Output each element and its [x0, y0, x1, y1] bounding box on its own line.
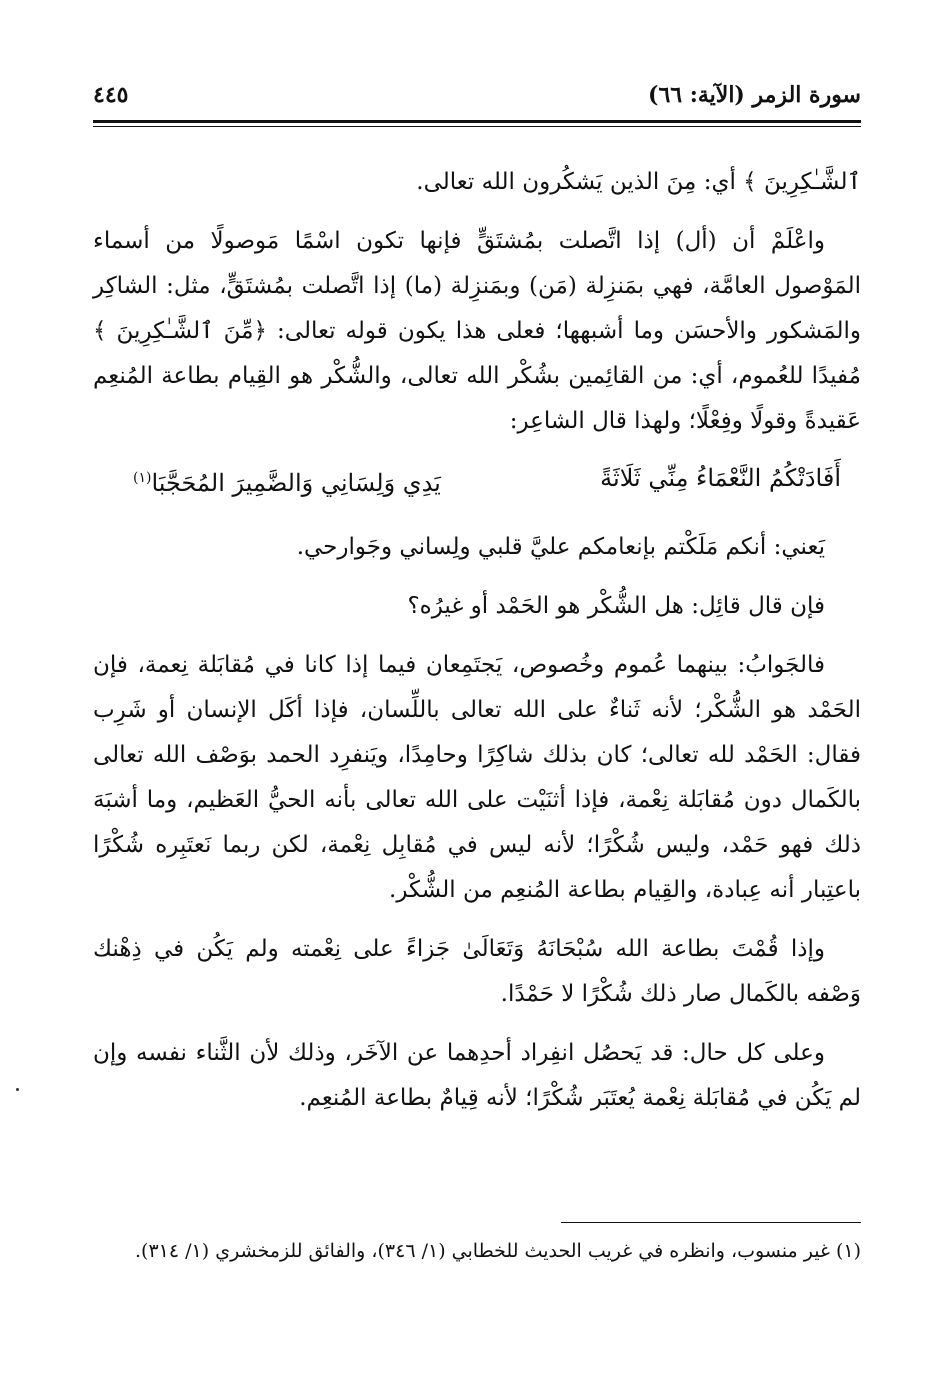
poetry-verse — [93, 458, 861, 503]
paragraph-2 — [93, 219, 861, 444]
header-rule-thin — [93, 126, 861, 127]
paragraph-6: وإذا قُمْتَ بطاعة الله سُبْحَانَهُ وَتَعَالَىٰ جَزاءً على نِعْمته ولم يَكُن في ذِهْنك وَصْفه بالكَمال صار ذلك شُكْرًا لا حَمْدًا. — [93, 936, 861, 1007]
footnote-separator — [561, 1222, 861, 1223]
header-rule — [93, 120, 861, 123]
quran-quote: ﴿مِّنَ ٱلشَّـٰكِرِينَ ﴾ — [93, 318, 267, 344]
footnote-reference[interactable]: (١) — [133, 470, 152, 486]
paragraph-5: فالجَوابُ: بينهما عُموم وخُصوص، يَجتَمِعان فيما إذا كانا في مُقابَلة نِعمة، فإن الحَمْد هو الشُّكْر؛ لأنه ثَناءٌ على الله تعالى باللِّسان، فإذا أكَل الإنسان أو شَرِب فقال: الحَمْد لله تعالى؛ كان بذلك شاكِرًا وحامِدًا، ويَنفرِد الحمد بوَصْف الله تعالى بالكَمال دون مُقابَلة نِعْمة، فإذا أثنَيْت على الله تعالى بأنه الحيُّ العَظيم، وما أشبَهَ ذلك فهو حَمْد، وليس شُكْرًا؛ لأنه ليس في مُقابِل نِعْمة، لكن ربما نَعتَبِره شُكْرًا باعتِبار أنه عِبادة، والقِيام بطاعة المُنعِم من الشُّكْر. — [93, 652, 861, 903]
verse-second-hemistich — [133, 458, 441, 503]
scan-speck — [16, 1088, 19, 1091]
running-header — [93, 78, 861, 118]
paragraph-2-tail: مُفيدًا للعُموم، أي: من القائِمين بشُكْر الله تعالى، والشُّكْر هو القِيام بطاعة المُنعِم عَقيدةً وقولًا وفِعْلًا؛ ولهذا قال الشاعِر: — [93, 363, 861, 434]
page-number: ٤٤٥ — [93, 82, 129, 108]
paragraph-1-text: أي: مِنَ الذين يَشكُرون الله تعالى. — [416, 169, 736, 195]
paragraph-7: وعلى كل حال: قد يَحصُل انفِراد أحدِهما عن الآخَر، وذلك لأن الثَّناء نفسه وإن لم يَكُن في مُقابَلة نِعْمة يُعتَبَر شُكْرًا؛ لأنه قِيامٌ بطاعة المُنعِم. — [93, 1040, 861, 1111]
footnote: (١) غير منسوب، وانظره في غريب الحديث للخطابي (١/ ٣٤٦)، والفائق للزمخشري (١/ ٣١٤). — [135, 1240, 861, 1262]
verse-second-text: يَدِي وَلِسَانِي وَالضَّمِيرَ المُحَجَّبَا — [151, 469, 441, 497]
paragraph-3: يَعني: أنكم مَلَكْتم بإنعامكم عليَّ قلبي ولِساني وجَوارحي. — [296, 534, 825, 560]
paragraph-1 — [93, 160, 861, 205]
quran-fragment: ٱلشَّـٰكِرِينَ ﴾ — [743, 169, 861, 195]
surah-heading: سورة الزمر (الآية: ٦٦) — [648, 82, 861, 108]
paragraph-2-text: واعْلَمْ أن (أل) إذا اتَّصلت بمُشتَقٍّ فإنها تكون اسْمًا مَوصولًا من أسماء المَوْصول العامَّة، فهي بمَنزِلة (مَن) وبمَنزِلة (ما) إذا اتَّصلت بمُشتَقٍّ، مثل: الشاكِر والمَشكور والأحسَن وما أشبهها؛ فعلى هذا يكون قوله تعالى: — [93, 228, 862, 344]
main-text — [93, 160, 861, 1135]
verse-first-hemistich: أَفَادَتْكُمُ النَّعْمَاءُ مِنِّي ثَلَاثَةً — [600, 464, 841, 492]
paragraph-4: فإن قال قائِل: هل الشُّكْر هو الحَمْد أو غيرُه؟ — [407, 593, 825, 619]
